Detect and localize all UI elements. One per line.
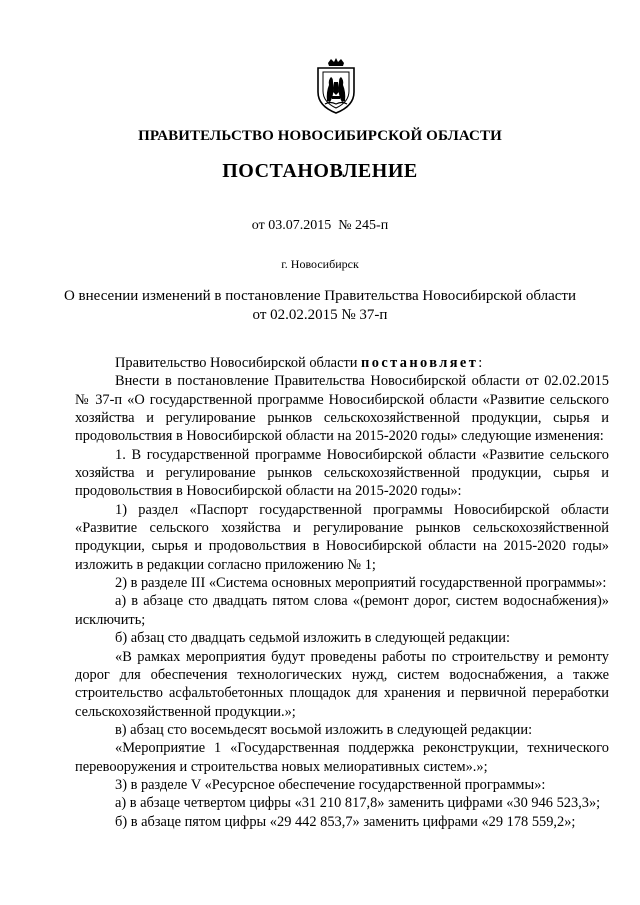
paragraph-4: 2) в разделе III «Система основных мероприятий государственной программы»:	[115, 575, 607, 592]
preamble-resolves: постановляет	[361, 355, 479, 371]
preamble-lead: Правительство Новосибирской области	[115, 355, 362, 371]
decree-body	[75, 354, 609, 831]
decree-title	[0, 287, 640, 325]
paragraph-3: 1) раздел «Паспорт государственной программы Новосибирской области «Развитие сельского хозяйства и регулирование рынков сельскохозяйственной продукции, сырья и продовольствия в Новосибирской области на 2015-2020 годы» изложить в редакции согласно приложению № 1;	[75, 501, 609, 573]
paragraph-9: «Мероприятие 1 «Государственная поддержка реконструкции, технического перевооружения и строительства новых мелиоративных систем».»;	[75, 740, 609, 775]
paragraph-1: Внести в постановление Правительства Новосибирской области от 02.02.2015 № 37-п «О государственной программе Новосибирской области «Развитие сельского хозяйства и регулирование рынков сельскохозяйственной продукции, сырья и продовольствия в Новосибирской области на 2015-2020 годы» следующие изменения:	[75, 373, 609, 445]
paragraph-8: в) абзац сто восемьдесят восьмой изложить в следующей редакции:	[115, 721, 533, 738]
paragraph-6: б) абзац сто двадцать седьмой изложить в следующей редакции:	[115, 630, 511, 647]
preamble-colon: :	[478, 355, 483, 371]
coat-of-arms-icon	[314, 58, 358, 114]
paragraph-12: б) в абзаце пятом цифры «29 442 853,7» заменить цифрами «29 178 559,2»;	[115, 813, 576, 830]
paragraph-11: а) в абзаце четвертом цифры «31 210 817,8» заменить цифрами «30 946 523,3»;	[115, 795, 601, 812]
paragraph-10: 3) в разделе V «Ресурсное обеспечение государственной программы»:	[115, 776, 546, 793]
paragraph-preamble	[75, 354, 609, 372]
paragraph-7: «В рамках мероприятия будут проведены работы по строительству и ремонту дорог для обеспечения технологических нужд, систем водоснабжения, а также строительство асфальтобетонных площадок для хранения и первичной переработки сельскохозяйственной продукции.»;	[75, 648, 609, 720]
city-name: г. Новосибирск	[281, 257, 359, 271]
title-line-1: О внесении изменений в постановление Правительства Новосибирской области	[63, 288, 577, 304]
paragraph-5: а) в абзаце сто двадцать пятом слова «(ремонт дорог, систем водоснабжения)» исключить;	[75, 593, 609, 628]
title-line-2: от 02.02.2015 № 37-п	[252, 307, 388, 323]
government-name: ПРАВИТЕЛЬСТВО НОВОСИБИРСКОЙ ОБЛАСТИ	[138, 128, 502, 144]
decree-date-number: от 03.07.2015 № 245-п	[251, 218, 389, 233]
paragraph-2: 1. В государственной программе Новосибирской области «Развитие сельского хозяйства и регулирование рынков сельскохозяйственной продукции, сырья и продовольствия в Новосибирской области на 2015-2020 годы»:	[75, 446, 609, 500]
decree-type-heading: ПОСТАНОВЛЕНИЕ	[222, 160, 418, 182]
